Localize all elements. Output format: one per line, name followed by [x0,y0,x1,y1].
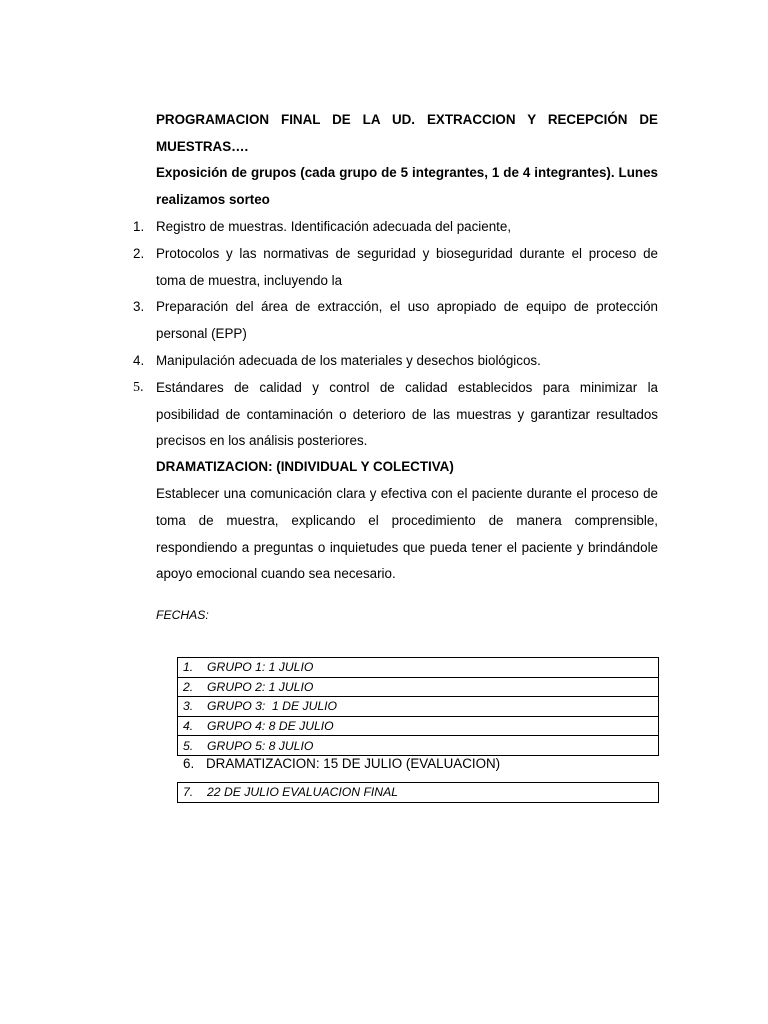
dates-label: FECHAS: [156,608,209,622]
list-item-text: Protocolos y las normativas de seguridad y bioseguridad durante el proceso de toma de muestra, incluyendo la [156,245,658,288]
row-number: 7. [183,785,194,800]
list-item [0,214,658,241]
list-item-number: 4. [133,352,145,368]
row-number: 1. [183,660,194,675]
topics-list [0,214,658,455]
list-item-number: 1. [133,219,145,234]
list-item [0,294,658,348]
row-number: 2. [183,679,194,694]
document-subtitle: Exposición de grupos (cada grupo de 5 integrantes, 1 de 4 integrantes). Lunes realizamos sorteo [156,165,658,207]
list-item-text: Estándares de calidad y control de calidad establecidos para minimizar la posibilidad de contaminación o deterioro de las muestras y garantizar resultados precisos en los análisis posteriores. [156,379,658,449]
table-cell [178,716,659,736]
table-cell [178,697,659,717]
row-number: 5. [183,738,194,753]
table-row [178,783,659,803]
list-item [0,241,658,295]
table-cell [178,658,659,678]
row-text: 22 DE JULIO EVALUACION FINAL [207,785,399,800]
list-item-number: 5. [133,379,144,395]
final-date-table [177,782,659,803]
dates-table [177,657,659,756]
list-item-text: Manipulación adecuada de los materiales y desechos biológicos. [156,352,541,368]
dramatization-text: Establecer una comunicación clara y efectiva con el paciente durante el proceso de toma de muestra, explicando el procedimiento de manera comprensible, respondiendo a preguntas o inquietudes que pueda tener el paciente y brindándole apoyo emocional cuando sea necesario. [156,486,658,582]
row-text: GRUPO 5: 8 JULIO [207,738,314,753]
list-item-text: Preparación del área de extracción, el uso apropiado de equipo de protección personal (EPP) [156,299,658,342]
list-item-number: 3. [133,299,145,315]
table-row [178,736,659,756]
row-text: GRUPO 2: 1 JULIO [207,679,314,694]
table-row [178,658,659,678]
row-text: DRAMATIZACION: 15 DE JULIO (EVALUACION) [206,756,501,771]
row-number: 3. [183,699,194,714]
table-row [178,677,659,697]
list-item-text: Registro de muestras. Identificación adecuada del paciente, [156,219,512,234]
list-item-number: 2. [133,245,145,261]
table-cell [178,783,659,803]
row-number: 4. [183,719,194,734]
table-row [178,716,659,736]
row-text: GRUPO 4: 8 DE JULIO [207,719,334,734]
list-item [0,375,658,455]
table-cell [178,677,659,697]
row-text: GRUPO 3: 1 DE JULIO [207,699,338,714]
row-text: GRUPO 1: 1 JULIO [207,660,314,675]
table-row [178,697,659,717]
row-number: 6. [183,756,195,771]
document-title: PROGRAMACION FINAL DE LA UD. EXTRACCION Y RECEPCIÓN DE MUESTRAS…. [156,112,658,154]
table-cell [178,736,659,756]
list-item [0,348,658,375]
dramatization-heading: DRAMATIZACION: (INDIVIDUAL Y COLECTIVA) [156,459,454,474]
dramatization-date-row [183,755,500,773]
